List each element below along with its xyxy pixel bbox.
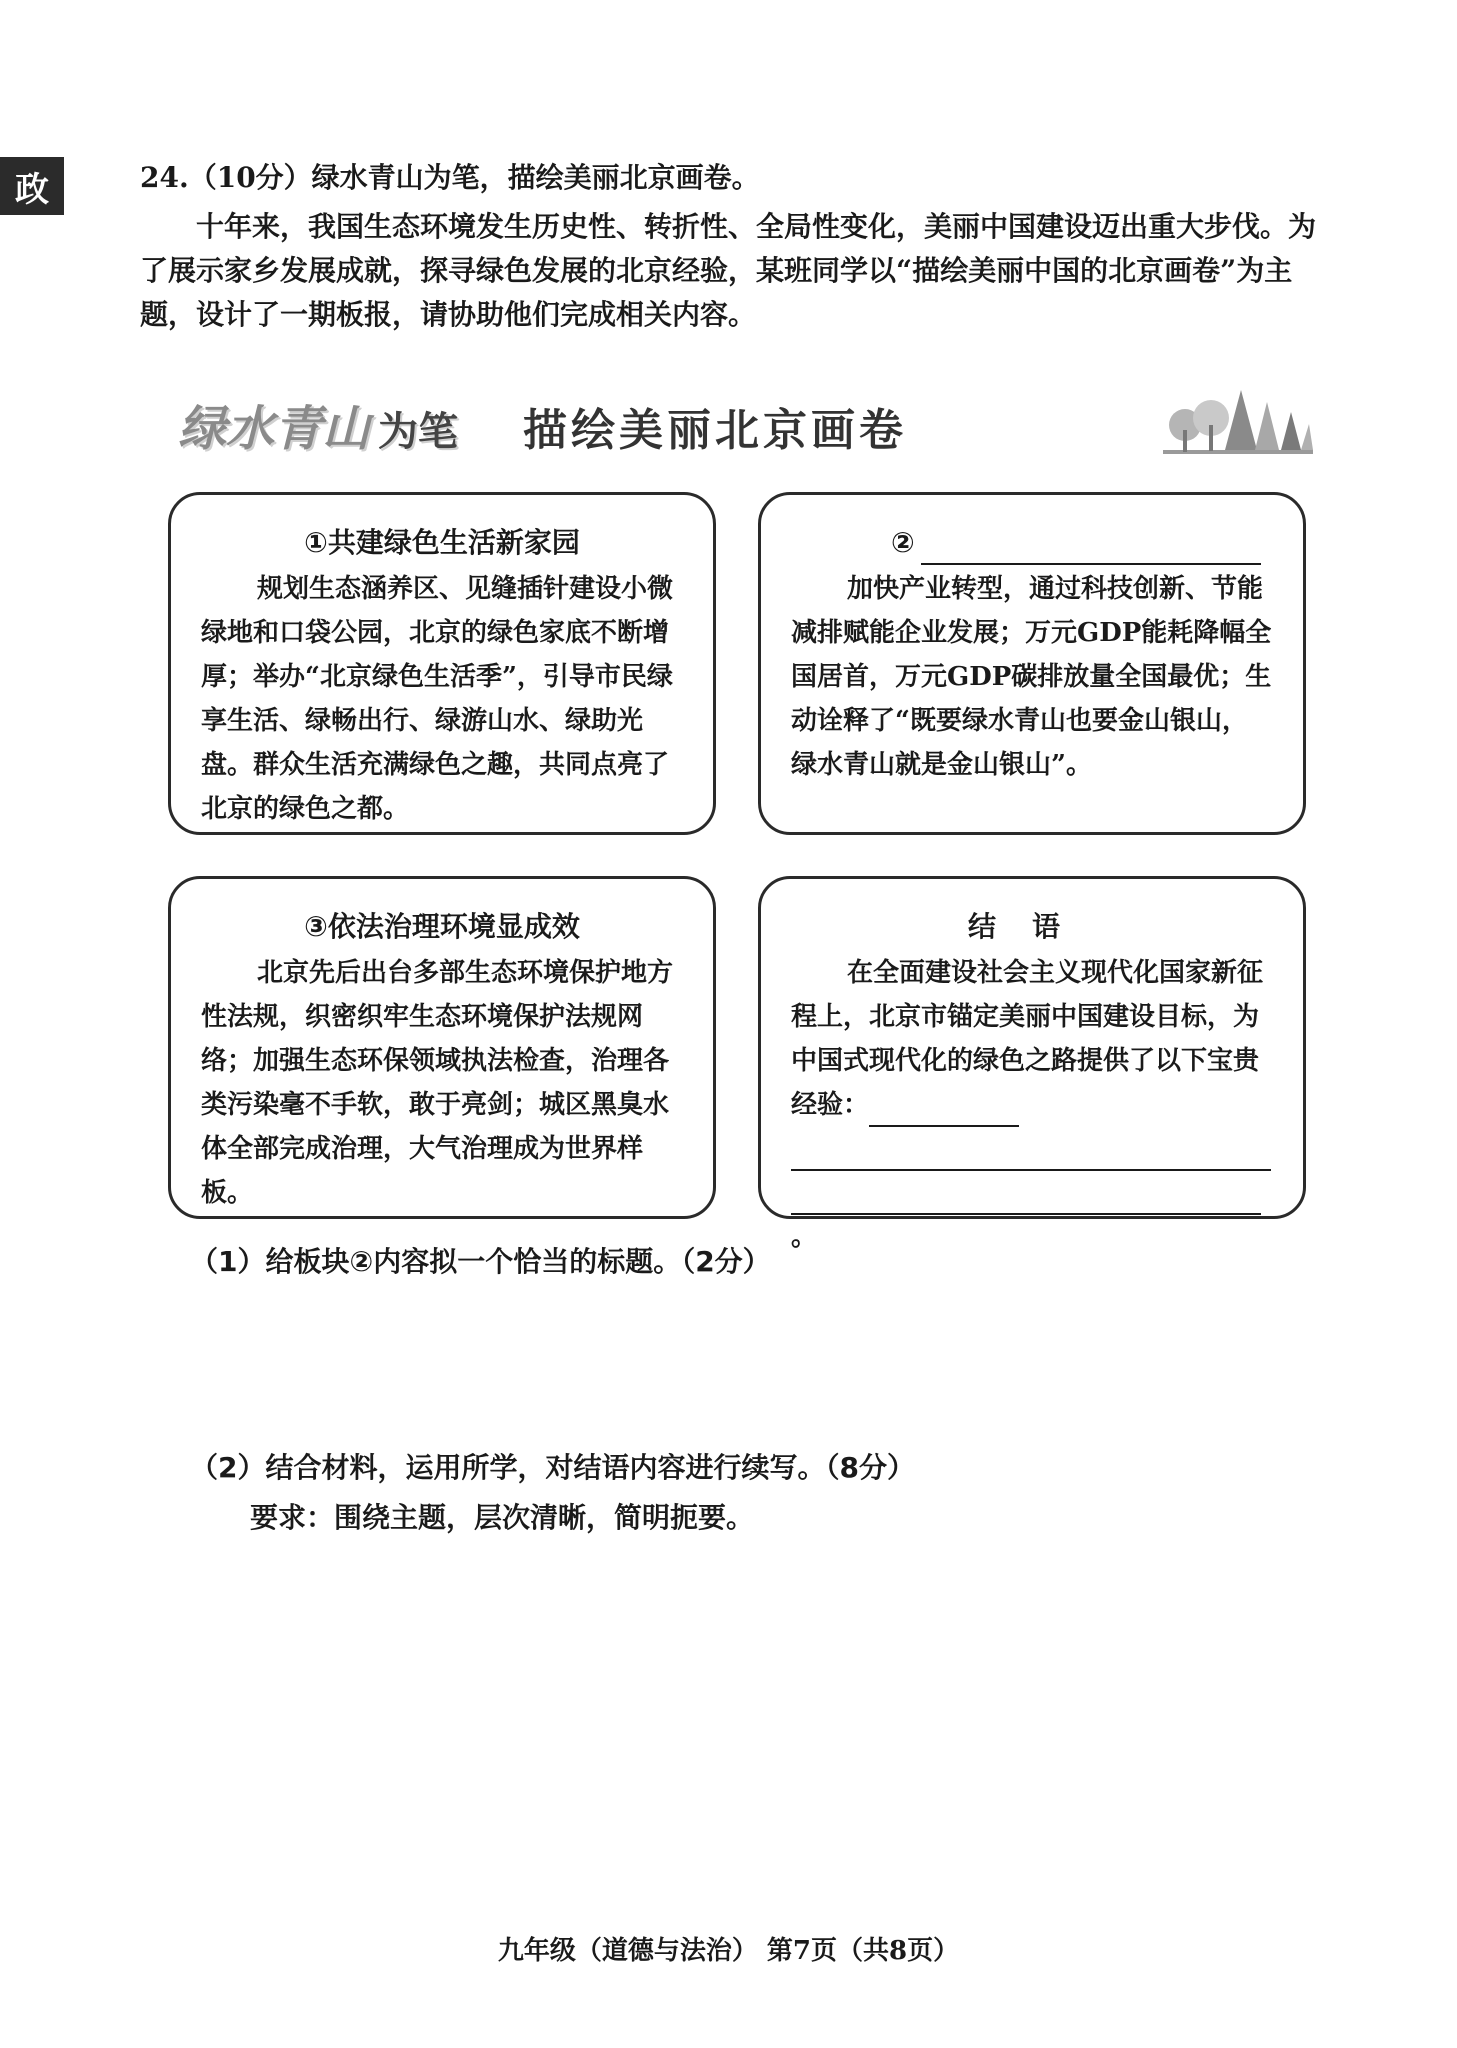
section-2-title-blank[interactable] (921, 533, 1261, 565)
board-section-2 (758, 492, 1306, 835)
conclusion-title: 结语 (967, 910, 1096, 943)
answer-blank-1[interactable] (869, 1091, 1019, 1127)
section-1-body: 规划生态涵养区、见缝插针建设小微绿地和口袋公园，北京的绿色家底不断增厚；举办“北京绿色生活季”，引导市民绿享生活、绿畅出行、绿游山水、绿助光盘。群众生活充满绿色之趣，共同点亮了北京的绿色之都。 (201, 574, 674, 824)
answer-blank-2[interactable] (791, 1135, 1271, 1171)
answer-blank-3[interactable] (791, 1179, 1261, 1215)
section-3-title: ③依法治理环境显成效 (304, 910, 580, 943)
conclusion-end-mark: 。 (791, 1222, 818, 1252)
trees-icon (1163, 380, 1313, 460)
intro-paragraph: 十年来，我国生态环境发生历史性、转折性、全局性变化，美丽中国建设迈出重大步伐。为了展示家乡发展成就，探寻绿色发展的北京经验，某班同学以“描绘美丽中国的北京画卷”为主题，设计了一期板报，请协助他们完成相关内容。 (140, 210, 1317, 331)
sub-question-1: （1）给板块②内容拟一个恰当的标题。（2分） (190, 1245, 771, 1278)
board-banner (178, 388, 1313, 466)
question-heading: 24.（10分）绿水青山为笔，描绘美丽北京画卷。 (140, 161, 760, 194)
sub-question-2: （2）结合材料，运用所学，对结语内容进行续写。（8分） (190, 1451, 915, 1484)
banner-deco-text: 绿水青山 (178, 401, 371, 457)
banner-title: 描绘美丽北京画卷 (523, 405, 907, 456)
board-section-1 (168, 492, 716, 835)
board-section-conclusion (758, 876, 1306, 1252)
section-2-title-row (891, 521, 1273, 565)
banner-calligraphy (178, 390, 458, 459)
conclusion-body (791, 951, 1273, 1127)
page-footer: 九年级（道德与法治） 第7页（共8页） (497, 1936, 960, 1966)
subject-tab: 政 (0, 157, 64, 215)
answer-requirement: 要求：围绕主题，层次清晰，简明扼要。 (250, 1501, 755, 1534)
board-section-3 (168, 876, 716, 1219)
conclusion-text: 在全面建设社会主义现代化国家新征程上，北京市锚定美丽中国建设目标，为中国式现代化的绿色之路提供了以下宝贵经验： (791, 958, 1264, 1120)
banner-deco-pen: 为笔 (378, 408, 459, 455)
answer-blank-row-2 (791, 1127, 1273, 1171)
section-2-number: ② (891, 526, 915, 559)
question-intro (140, 205, 1340, 337)
answer-blank-row-3 (791, 1171, 1273, 1259)
section-2-body: 加快产业转型，通过科技创新、节能减排赋能企业发展；万元GDP能耗降幅全国居首，万元GDP碳排放量全国最优；生动诠释了“既要绿水青山也要金山银山，绿水青山就是金山银山”。 (791, 574, 1272, 780)
section-3-body: 北京先后出台多部生态环境保护地方性法规，织密织牢生态环境保护法规网络；加强生态环保领域执法检查，治理各类污染毫不手软，敢于亮剑；城区黑臭水体全部完成治理，大气治理成为世界样板。 (201, 958, 674, 1208)
section-1-title: ①共建绿色生活新家园 (304, 526, 580, 559)
